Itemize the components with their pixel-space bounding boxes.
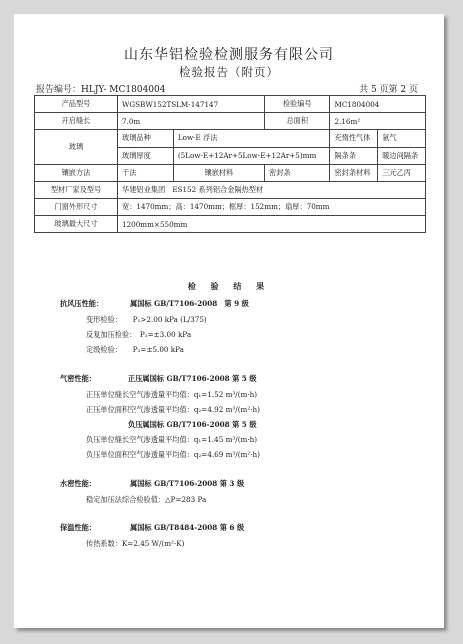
thermal-value: 传热系数：K=2.45 W/(m²·K) [86,539,185,548]
cell-label: 型材厂家及型号 [35,182,118,199]
air-neg-seam: 负压单位缝长空气渗透量平均值：q₁=1.45 m³/(m·h) [86,435,258,444]
cell-label: 镶嵌方法 [35,165,118,182]
cell-value: 干法 [118,165,174,182]
cell-label: 检验编号 [265,96,330,113]
report-page [14,14,444,628]
air-neg-area: 负压单位面积空气渗透量平均值：q₂=4.69 m³/(m²·h) [86,450,260,459]
air-pos-seam: 正压单位缝长空气渗透量平均值：q₁=1.52 m³/(m·h) [86,390,258,399]
wind-deform: 变形检验： P₁>2.00 kPa (L/375) [86,315,207,324]
cell-value: 7.0m [118,113,265,130]
air-pos-grade: 正压属国标 GB/T7106-2008 第 5 级 [128,374,257,383]
water-value: 稳定加压法综合检验值：△P=283 Pa [86,495,207,504]
cell-label: 产品型号 [35,96,118,113]
cell-value: 宽：1470mm；高：1470mm；框厚：152mm；扇厚：70mm [118,199,426,216]
results-title: 检 验 结 果 [187,281,271,291]
wind-repeat: 反复加压检验： P₂=±3.00 kPa [86,330,192,339]
cell-value: Low-E 浮法 [173,130,330,148]
air-neg-grade: 负压属国标 GB/T7106-2008 第 5 级 [128,420,257,429]
page-info: 共 5 页第 2 页 [359,85,418,95]
org-name: 山东华铝检验检测服务有限公司 [124,47,334,63]
doc-title: 检验报告（附页） [179,65,279,79]
thermal-grade: 属国标 GB/T8484-2008 第 6 级 [130,523,245,532]
cell-value: 1200mm×550mm [118,216,426,233]
water-grade: 属国标 GB/T7106-2008 第 3 级 [130,479,245,488]
cell-value: 氩气 [378,130,426,148]
cell-label: 镶嵌材料 [173,165,264,182]
cell-label: 密封条材料 [330,165,378,182]
cell-label: 开启缝长 [35,113,118,130]
cell-label: 玻璃厚度 [118,147,174,165]
cell-value: 暖边间隔条 [378,147,426,165]
cell-value: WGSBW152TSLM-147147 [118,96,265,113]
thermal-label: 保温性能： [60,523,96,532]
air-label: 气密性能： [60,374,96,383]
wind-design: 定级检验： P₃=±5.00 kPa [86,345,184,354]
cell-value: 三元乙丙 [378,165,426,182]
info-table [34,95,426,233]
cell-value: 密封条 [265,165,330,182]
cell-label: 玻璃最大尺寸 [35,216,118,233]
cell-value: (5Low-E+12Ar+5Low-E+12Ar+5)mm [173,147,330,165]
wind-label: 抗风压性能： [60,299,104,308]
water-label: 水密性能： [60,479,96,488]
cell-value: 华建铝业集团 ES152 系列铝合金隔热型材 [118,182,426,199]
cell-label: 门窗外形尺寸 [35,199,118,216]
cell-label: 玻璃 [35,130,118,165]
cell-label: 总面积 [265,113,330,130]
cell-label: 充惰性气体 [330,130,378,148]
cell-label: 隔条条 [330,147,378,165]
cell-value: MC1804004 [330,96,426,113]
air-pos-area: 正压单位面积空气渗透量平均值：q₂=4.92 m³/(m²·h) [86,405,260,414]
cell-label: 玻璃品种 [118,130,174,148]
cell-value: 2.16m² [330,113,426,130]
wind-grade: 属国标 GB/T7106-2008 第 9 级 [130,299,249,308]
report-number: 报告编号：HLJY- MC1804004 [36,85,166,95]
